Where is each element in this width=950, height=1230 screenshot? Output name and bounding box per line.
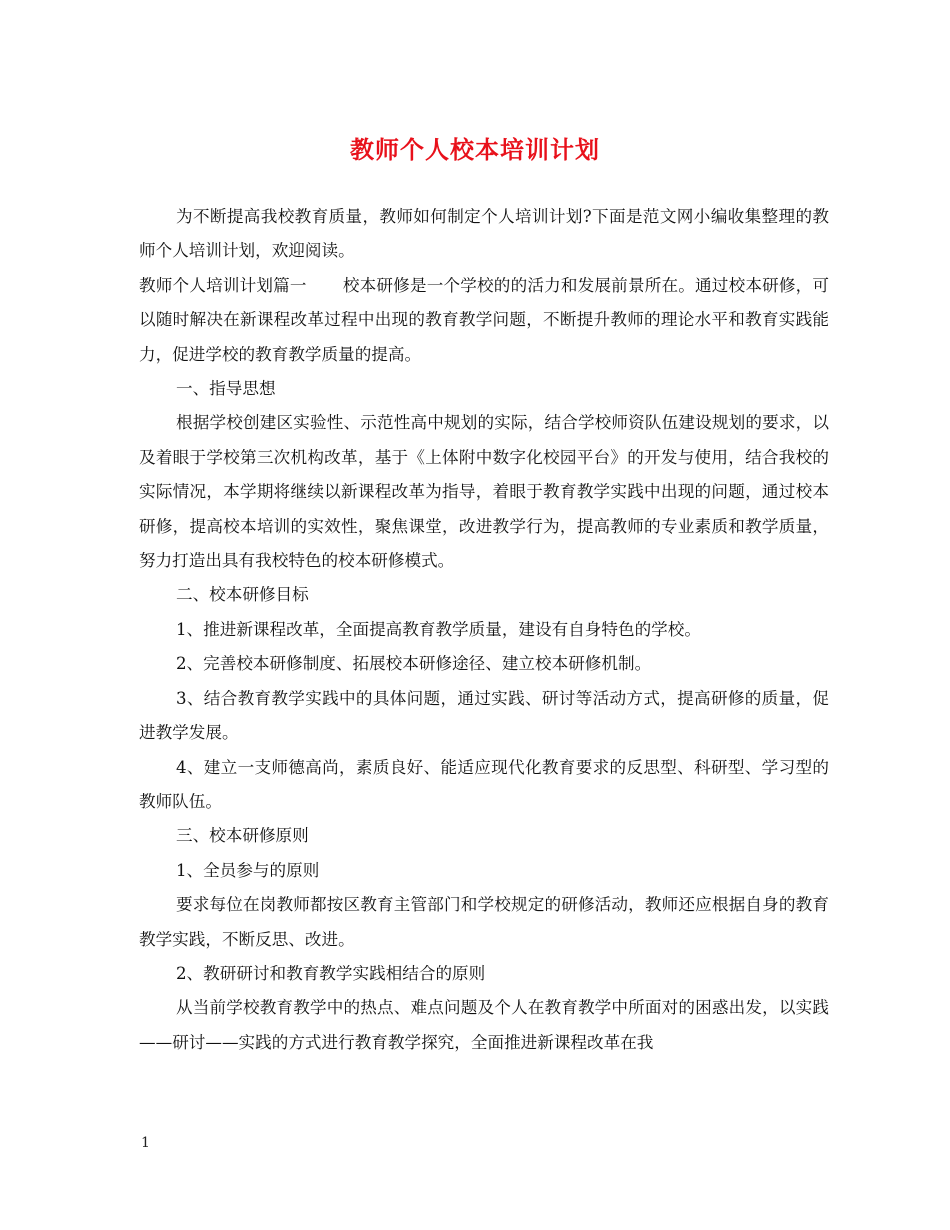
section-text: 校本研修是一个学校的的活力和发展前景所在。通过校本研修，可以随时解决在新课程改革过程中出现的教育教学问题，不断提升教师的理论水平和教育实践能力，促进学校的教育教学质量的提高。 (139, 275, 830, 364)
heading-guiding-thought: 一、指导思想 (176, 379, 276, 399)
list-item: 1、推进新课程改革，全面提高教育教学质量，建设有自身特色的学校。 (176, 619, 701, 639)
intro-paragraph: 为不断提高我校教育质量，教师如何制定个人培训计划?下面是范文网小编收集整理的教师个人培训计划，欢迎阅读。 (139, 207, 829, 261)
heading-research-goals: 二、校本研修目标 (176, 585, 309, 605)
list-item: 2、完善校本研修制度、拓展校本研修途径、建立校本研修机制。 (176, 654, 652, 674)
list-item: 4、建立一支师德高尚，素质良好、能适应现代化教育要求的反思型、科研型、学习型的教师队伍。 (139, 757, 829, 811)
heading-research-principles: 三、校本研修原则 (176, 826, 309, 846)
document-body (139, 200, 829, 1060)
page-number: 1 (141, 1135, 150, 1151)
body-paragraph: 从当前学校教育教学中的热点、难点问题及个人在教育教学中所面对的困惑出发，以实践——研讨——实践的方式进行教育教学探究，全面推进新课程改革在我 (139, 998, 829, 1052)
list-item: 1、全员参与的原则 (176, 860, 320, 880)
list-item: 3、结合教育教学实践中的具体问题，通过实践、研讨等活动方式，提高研修的质量，促进教学发展。 (139, 688, 829, 743)
section-paragraph (139, 269, 829, 372)
list-item: 2、教研研讨和教育教学实践相结合的原则 (176, 963, 486, 983)
section-label: 教师个人培训计划篇一 (139, 275, 307, 295)
body-paragraph: 要求每位在岗教师都按区教育主管部门和学校规定的研修活动，教师还应根据自身的教育教学实践，不断反思、改进。 (139, 895, 829, 949)
document-title: 教师个人校本培训计划 (350, 135, 600, 164)
body-paragraph: 根据学校创建区实验性、示范性高中规划的实际，结合学校师资队伍建设规划的要求，以及着眼于学校第三次机构改革，基于《上体附中数字化校园平台》的开发与使用，结合我校的实际情况，本学期将继续以新课程改革为指导，着眼于教育教学实践中出现的问题，通过校本研修，提高校本培训的实效性，聚焦课堂，改进教学行为，提高教师的专业素质和教学质量，努力打造出具有我校特色的校本研修模式。 (139, 413, 829, 571)
